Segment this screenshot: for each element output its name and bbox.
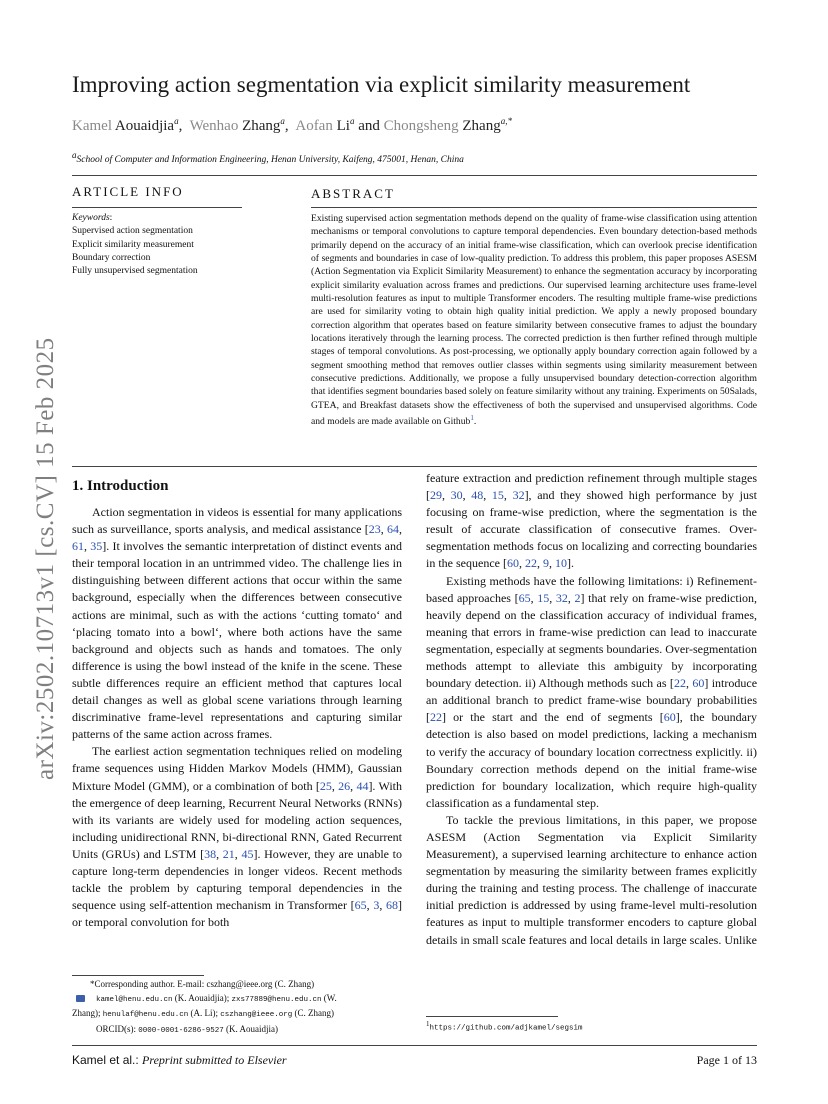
citation-link[interactable]: 60 xyxy=(663,710,676,725)
citation-link[interactable]: 68 xyxy=(386,898,399,913)
section-heading-introduction: 1. Introduction xyxy=(72,478,169,494)
citation-link[interactable]: 29 xyxy=(430,488,442,503)
body-paragraph: The earliest action segmentation techniques relied on modeling frame sequences using Hidden Markov Models (HMM), Gaussian Mixture Model (GMM), or a combination of both [25, 26, 44]. With the emergence of deep learning, Recurrent Neural Networks (RNNs) with its variants are widely used for modeling action sequences, including unidirectional RNN, bi-directional RNN, Gated Recurrent Units (GRUs) and LSTM [38, 21, 45]. However, they are unable to capture long-term dependencies in longer videos. Recent methods tackle the problem by capturing temporal dependencies in the sequence using self-attention mechanism in Transformer [65, 3, 68] or temporal convolution for both xyxy=(72,744,403,930)
author-2: Wenhao Zhang$^a$ xyxy=(189,116,285,134)
footnote-rule-right xyxy=(426,1016,558,1017)
body-paragraph: Existing methods have the following limitations: i) Refinement-based approaches [65, 15, 32, 2] that rely on frame-wise prediction, heavily depend on the classification accuracy of individual frames, meaning that errors in frame-wise prediction can lead to inaccurate segmentation, especially at segments boundaries. Over-segmentation methods attempt to alleviate this ambiguity by incorporating boundary detection. ii) Although methods such as [22, 60] introduce an additional branch to predict frame-wise boundary probabilities [22] or the start and the end of segments [60], the boundary detection is also based on model predictions, lacking a mechanism to verify the accuracy of boundary location correctness explicitly. ii) Boundary correction methods depend on the initial frame-wise prediction for boundary localization, which require high-quality classification as a fundamental step. xyxy=(426,573,758,810)
affiliation: aSchool of Computer and Information Engineering, Henan University, Kaifeng, 475001, Henan, China xyxy=(72,150,464,166)
citation-link[interactable]: 60 xyxy=(506,556,519,571)
github-link[interactable]: https://github.com/adjkamel/segsim xyxy=(429,1024,583,1033)
email-link[interactable]: cszhang@ieee.org xyxy=(220,1011,293,1019)
arxiv-id-text: arXiv:2502.10713v1 [cs.CV] 15 Feb 2025 xyxy=(32,337,59,780)
citation-link[interactable]: 32 xyxy=(555,590,568,605)
citation-link[interactable]: 15 xyxy=(537,590,550,605)
body-paragraph: Action segmentation in videos is essential for many applications such as surveillance, sports analysis, and medical assistance [23, 64, 61, 35]. It involves the semantic interpretation of distinct events and their temporal location in an untrimmed video. The challenge lies in distinguishing between different actions that occur within the same background, especially when the differences between consecutive actions are minimal, such as with the actions ‘cutting tomato‘ and ‘placing tomato into a bowl‘, where both actions have the same background and objects such as hands and tomatoes. The only difference is using the bowl instead of the knife in the scene. These subtle differences require an efficient method that captures local detail changes as well as global scene variations through learning discriminative frame-level representations and capturing similar patterns of the same action across frames. xyxy=(72,505,403,742)
citation-link[interactable]: 45 xyxy=(241,846,254,861)
author-3: Aofan Li$^a$ xyxy=(295,116,355,134)
citation-link[interactable]: 65 xyxy=(518,590,531,605)
citation-link[interactable]: 48 xyxy=(471,488,484,503)
page-number: Page 1 of 13 xyxy=(696,1053,757,1067)
email-link[interactable]: zxs77889@henu.edu.cn xyxy=(231,995,322,1004)
article-info-heading: ARTICLE INFO xyxy=(72,184,184,199)
abstract-heading: ABSTRACT xyxy=(311,186,395,201)
body-column-right xyxy=(426,470,757,949)
email-line-2: Zhang); henulaf@henu.edu.cn (A. Li); cszhang@ieee.org (C. Zhang) xyxy=(72,1008,335,1019)
citation-link[interactable]: 26 xyxy=(338,778,351,793)
keyword-item: Fully unsupervised segmentation xyxy=(72,266,198,277)
orcid-line: ORCID(s): 0000-0001-6286-9527 (K. Aouaidjia) xyxy=(96,1023,279,1035)
running-footer: Kamel et al.: Preprint submitted to Elsevier xyxy=(72,1053,287,1067)
article-info-rule xyxy=(72,207,242,208)
email-link[interactable]: kamel@henu.edu.cn xyxy=(96,995,173,1004)
citation-link[interactable]: 22 xyxy=(430,710,442,725)
citation-link[interactable]: 9 xyxy=(542,556,549,571)
corresponding-author-note: *Corresponding author. E-mail: cszhang@ieee.org (C. Zhang) xyxy=(90,979,315,989)
email-link[interactable]: henulaf@henu.edu.cn xyxy=(102,1011,189,1019)
email-line-1: kamel@henu.edu.cn (K. Aouaidjia); zxs77889@henu.edu.cn (W. xyxy=(72,992,402,1008)
keyword-item: Explicit similarity measurement xyxy=(72,239,194,250)
abstract-rule xyxy=(311,207,757,208)
citation-link[interactable]: 22 xyxy=(673,676,686,691)
footnote-link[interactable]: 1 xyxy=(470,414,474,423)
citation-link[interactable]: 35 xyxy=(90,539,103,554)
citation-link[interactable]: 21 xyxy=(222,846,235,861)
abstract-divider xyxy=(72,466,757,467)
header-divider xyxy=(72,175,757,176)
keywords-label: Keywords xyxy=(72,213,110,223)
author-list: Kamel Aouaidjia$^a$, Wenhao Zhang$^a$, Aofan Li$^a$ and Chongsheng Zhang$^{a,*}$ xyxy=(72,116,512,134)
citation-link[interactable]: 60 xyxy=(692,676,705,691)
citation-link[interactable]: 64 xyxy=(387,522,400,537)
citation-link[interactable]: 15 xyxy=(491,488,504,503)
citation-link[interactable]: 23 xyxy=(368,522,381,537)
citation-link[interactable]: 44 xyxy=(356,778,369,793)
github-footnote: $^1$https://github.com/adjkamel/segsim xyxy=(426,1020,583,1033)
paper-title: Improving action segmentation via explicit similarity measurement xyxy=(72,72,691,97)
keyword-item: Boundary correction xyxy=(72,252,151,263)
body-column-left xyxy=(72,504,402,931)
footer-divider xyxy=(72,1045,757,1046)
orcid-link[interactable]: 0000-0001-6286-9527 xyxy=(138,1026,224,1035)
citation-link[interactable]: 3 xyxy=(373,898,380,913)
footnotes-left xyxy=(72,978,402,1038)
author-4: Chongsheng Zhang$^{a,*}$ xyxy=(383,116,512,134)
citation-link[interactable]: 22 xyxy=(524,556,537,571)
body-paragraph: To tackle the previous limitations, in this paper, we propose ASESM (Action Segmentation via Explicit Similarity Measurement), a supervised learning architecture to enhance action segmentation by measuring the similarity between frames explicitly during the training and testing process. The challenge of inaccurate initial prediction is addressed by using frame-level multi-resolution features as input to multiple transformer encoders to capture global details in small scale features and local details in large scales. Unlike xyxy=(426,812,757,947)
keywords-block: Keywords: Supervised action segmentation Explicit similarity measurement Boundary correction Fully unsupervised segmentation xyxy=(72,212,247,278)
citation-link[interactable]: 25 xyxy=(319,778,332,793)
citation-link[interactable]: 10 xyxy=(554,556,567,571)
author-connector: and xyxy=(358,118,380,134)
footnote-rule-left xyxy=(72,975,204,976)
envelope-icon xyxy=(76,995,85,1002)
citation-link[interactable]: 32 xyxy=(512,488,525,503)
citation-link[interactable]: 38 xyxy=(204,846,217,861)
abstract-text: Existing supervised action segmentation methods depend on the quality of frame-wise classification using attention mechanisms or temporal convolutions to capture temporal dependencies. Even boundary detection-based methods primarily depend on the accuracy of an initial frame-wise classification, which can overlook precise identification of segments and boundaries in case of low-quality prediction. To address this problem, this paper proposes ASESM (Action Segmentation via Explicit Similarity Measurement) to enhance the segmentation accuracy by incorporating explicit similarity evaluation across frames and predictions. Our supervised learning architecture uses frame-level multi-resolution features as input to multiple Transformer encoders. The resulting multiple frame-wise predictions are used for similarity voting to obtain high quality initial prediction. We apply a newly proposed boundary correction algorithm that operates based on feature similarity between consecutive frames to adjust the boundary locations iteratively through the learning process. The corrected prediction is then further refined through multiple stages of temporal convolutions. As post-processing, we optionally apply boundary correction again followed by a segment smoothing method that removes outlier classes within segments using similarity measurement between consecutive predictions. Additionally, we propose a fully unsupervised boundary detection-correction algorithm that identifies segment boundaries based solely on feature similarity without any training. Experiments on 50Salads, GTEA, and Breakfast datasets show the effectiveness of both the supervised and unsupervised algorithms. Code and models are made available on Github$^1$. xyxy=(311,213,758,428)
citation-link[interactable]: 2 xyxy=(574,590,581,605)
keyword-item: Supervised action segmentation xyxy=(72,226,193,237)
arxiv-stamp xyxy=(6,300,66,780)
author-1: Kamel Aouaidjia$^a$ xyxy=(72,116,179,134)
citation-link[interactable]: 30 xyxy=(450,488,463,503)
citation-link[interactable]: 61 xyxy=(72,539,84,554)
citation-link[interactable]: 65 xyxy=(354,898,367,913)
body-paragraph: feature extraction and prediction refinement through multiple stages [29, 30, 48, 15, 32], and they showed high performance by just focusing on frame-wise prediction, where the segmentation is the result of accurate classification of consecutive frames. Over-segmentation methods focus on localizing and correcting boundaries in the sequence [60, 22, 9, 10]. xyxy=(426,471,757,571)
